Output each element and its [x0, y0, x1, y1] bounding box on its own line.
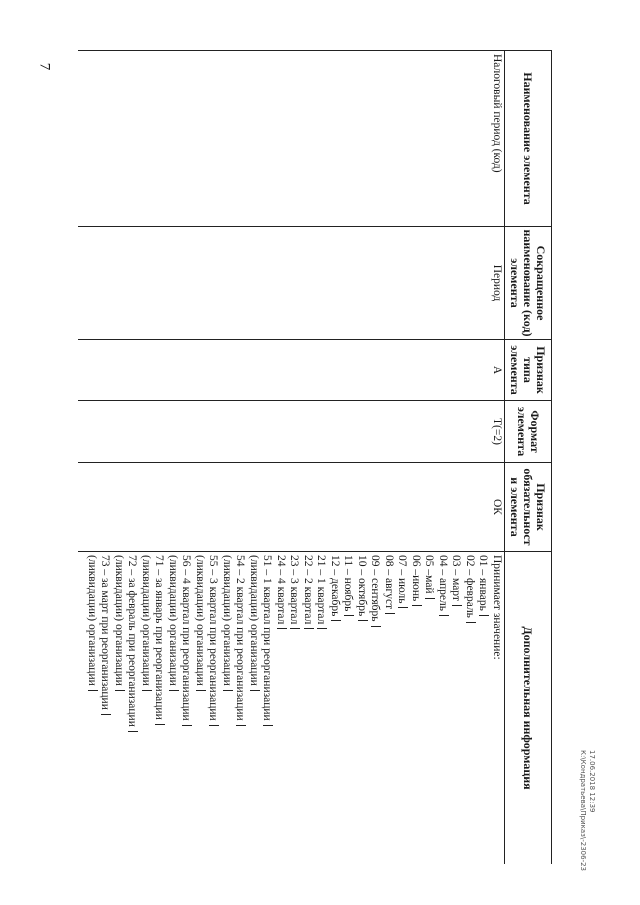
- checkmark-tick-icon: [156, 724, 166, 725]
- list-item: [368, 555, 382, 861]
- list-item: [152, 555, 166, 861]
- list-item-text: (ликвидации) организации: [113, 555, 125, 686]
- cell-element-name: Налоговый период (код): [78, 51, 505, 227]
- stamp-line-2: К:\Кондратьева\Приказ\-2306-23: [579, 750, 587, 871]
- checkmark-tick-icon: [372, 626, 382, 627]
- list-item: [220, 555, 234, 861]
- checkmark-tick-icon: [453, 605, 463, 606]
- header-element-required: Признак обязательности элемента: [505, 463, 552, 552]
- checkmark-tick-icon: [210, 725, 220, 726]
- list-item-text: 01 – январь: [477, 555, 490, 611]
- list-item: [355, 555, 369, 861]
- list-item-text: 55 – 3 квартал при реорганизации: [207, 555, 220, 721]
- list-item: [247, 555, 261, 861]
- checkmark-tick-icon: [331, 620, 341, 621]
- list-item-text: 05 –май: [423, 555, 436, 594]
- list-item: [206, 555, 220, 861]
- checkmark-tick-icon: [237, 725, 247, 726]
- checkmark-tick-icon: [183, 725, 193, 726]
- checkmark-tick-icon: [102, 714, 112, 715]
- checkmark-tick-icon: [196, 690, 206, 691]
- list-item-text: 51 – 1 квартал при реорганизации: [261, 555, 274, 721]
- cell-additional-info: [78, 552, 505, 865]
- list-item-text: 07 – июль: [396, 555, 409, 604]
- list-item: [422, 555, 436, 861]
- list-item: [233, 555, 247, 861]
- file-stamp: [578, 750, 596, 871]
- checkmark-tick-icon: [426, 598, 436, 599]
- checkmark-tick-icon: [439, 615, 449, 616]
- checkmark-tick-icon: [115, 690, 125, 691]
- list-item: [166, 555, 180, 861]
- list-item-text: 04 – апрель: [437, 555, 449, 611]
- list-item-text: 02 – февраль: [464, 555, 476, 618]
- cell-element-type: А: [78, 340, 505, 401]
- list-item-text: (ликвидации) организации: [194, 555, 206, 686]
- checkmark-tick-icon: [358, 620, 368, 621]
- list-item-text: 24 – 4 квартал: [275, 555, 287, 625]
- list-item: [125, 555, 139, 861]
- cell-element-required: ОК: [78, 463, 505, 552]
- list-item: [341, 555, 355, 861]
- list-item: [395, 555, 409, 861]
- list-item-text: 03 – март: [450, 555, 463, 601]
- list-item: [449, 555, 463, 861]
- list-item-text: 21 – 1 квартал: [315, 555, 328, 625]
- list-item-text: (ликвидации) организации: [167, 555, 179, 686]
- checkmark-tick-icon: [480, 615, 490, 616]
- list-item: [179, 555, 193, 861]
- page-number: 7: [36, 62, 53, 71]
- list-item-text: 73 – за март при реорганизации: [99, 555, 112, 710]
- list-item: [287, 555, 301, 861]
- list-item: [85, 555, 99, 861]
- list-item: [301, 555, 315, 861]
- list-item-text: (ликвидации) организации: [140, 555, 152, 686]
- document-sheet: [78, 50, 552, 864]
- list-item: [436, 555, 450, 861]
- checkmark-tick-icon: [277, 628, 287, 629]
- checkmark-tick-icon: [291, 628, 301, 629]
- list-item: [98, 555, 112, 861]
- checkmark-tick-icon: [318, 628, 328, 629]
- list-item-text: 08 – август: [383, 555, 395, 610]
- list-item-text: 56 – 4 квартал при реорганизации: [180, 555, 193, 721]
- list-item-text: (ликвидации) организации: [221, 555, 233, 686]
- info-intro: Принимает значение:: [491, 555, 503, 660]
- list-item-text: (ликвидации) организации: [248, 555, 260, 686]
- checkmark-tick-icon: [250, 690, 260, 691]
- info-value-list: [85, 555, 490, 861]
- checkmark-tick-icon: [412, 605, 422, 606]
- list-item-text: 72 – за февраль при реорганизации: [126, 555, 139, 727]
- header-element-type: Признак типа элемента: [505, 340, 552, 401]
- header-element-code: Сокращенное наименование (код) элемента: [505, 227, 552, 340]
- cell-element-format: T(=2): [78, 401, 505, 463]
- checkmark-tick-icon: [304, 628, 314, 629]
- list-item-text: 54 – 2 квартал при реорганизации: [234, 555, 247, 721]
- list-item-text: 10 – октябрь: [356, 555, 368, 617]
- list-item: [314, 555, 328, 861]
- header-element-name: Наименование элемента: [505, 51, 552, 227]
- checkmark-tick-icon: [385, 613, 395, 614]
- checkmark-tick-icon: [264, 725, 274, 726]
- rotated-table-container: [78, 50, 552, 864]
- header-additional-info: Дополнительная информация: [505, 552, 552, 865]
- list-item: [274, 555, 288, 861]
- checkmark-tick-icon: [142, 690, 152, 691]
- list-item: [112, 555, 126, 861]
- list-item: [193, 555, 207, 861]
- element-spec-table: [78, 50, 552, 864]
- list-item-text: 71 – за январь при реорганизации: [153, 555, 166, 720]
- list-item-text: 12 – декабрь: [329, 555, 341, 617]
- header-element-format: Формат элемента: [505, 401, 552, 463]
- stamp-line-1: 17.06.2018 12:39: [588, 750, 596, 813]
- list-item: [260, 555, 274, 861]
- table-row: [78, 51, 505, 865]
- table-header-row: [505, 51, 552, 865]
- list-item-text: 11 – ноябрь: [342, 555, 355, 612]
- checkmark-tick-icon: [345, 615, 355, 616]
- list-item-text: 09 – сентябрь: [369, 555, 382, 622]
- checkmark-tick-icon: [466, 622, 476, 623]
- list-item-text: 06 –июнь: [410, 555, 422, 602]
- list-item-text: 23 – 3 квартал: [288, 555, 301, 625]
- checkmark-tick-icon: [399, 607, 409, 608]
- checkmark-tick-icon: [88, 690, 98, 691]
- list-item-text: (ликвидации) организации: [86, 555, 98, 686]
- checkmark-tick-icon: [169, 690, 179, 691]
- list-item: [476, 555, 490, 861]
- checkmark-tick-icon: [223, 690, 233, 691]
- checkmark-tick-icon: [129, 731, 139, 732]
- list-item: [382, 555, 396, 861]
- list-item: [139, 555, 153, 861]
- list-item: [328, 555, 342, 861]
- list-item: [463, 555, 477, 861]
- cell-element-code: Период: [78, 227, 505, 340]
- list-item-text: 22 – 2 квартал: [302, 555, 314, 625]
- list-item: [409, 555, 423, 861]
